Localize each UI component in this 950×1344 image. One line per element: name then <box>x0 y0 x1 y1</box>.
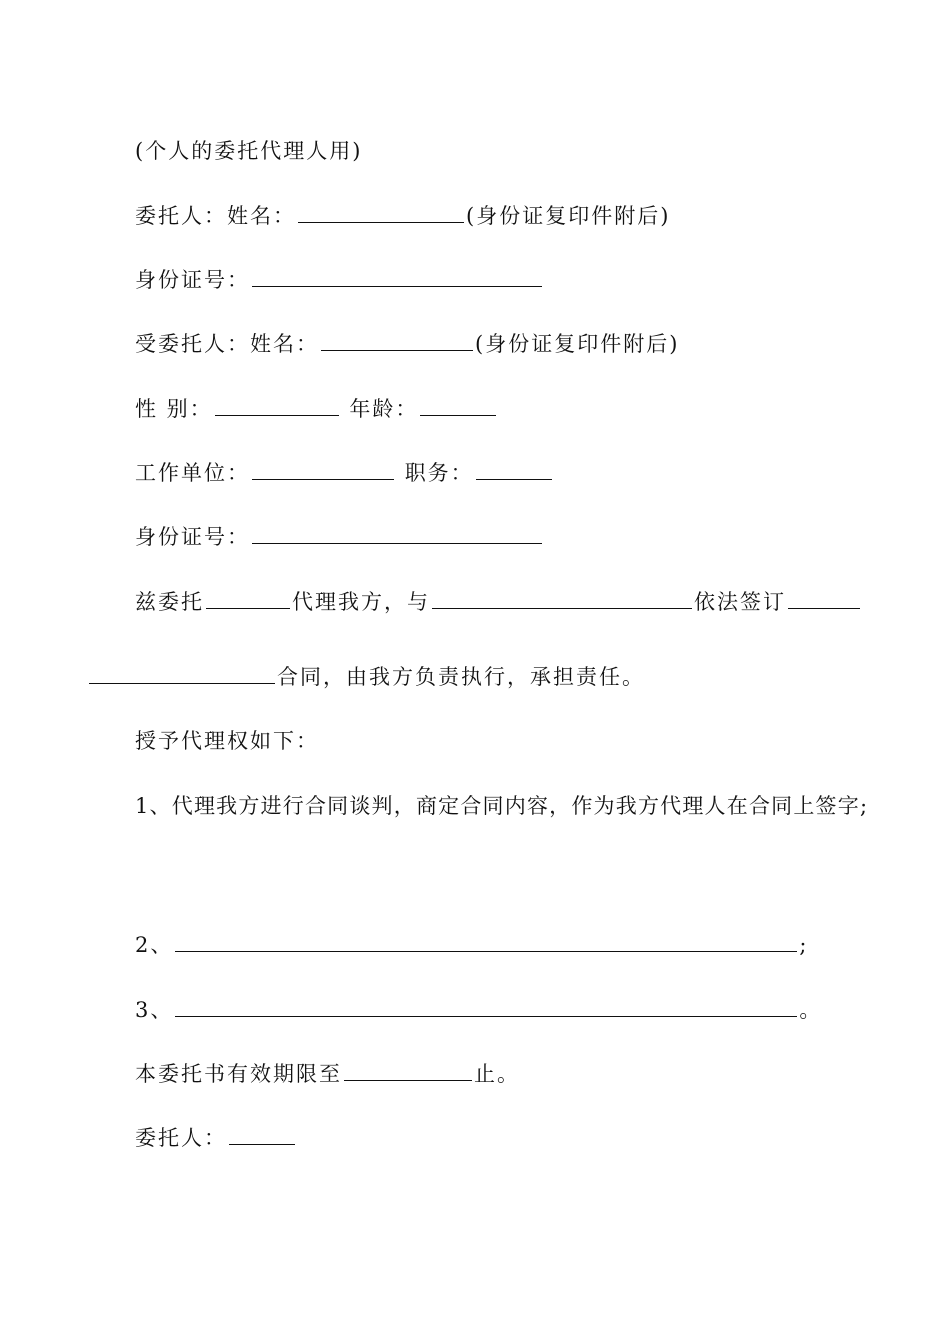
signature-field[interactable] <box>229 1124 295 1145</box>
power-item-3 <box>135 996 822 1024</box>
validity-row <box>135 1060 520 1088</box>
subtitle-text: (个人的委托代理人用) <box>135 139 363 163</box>
signature-label: 委托人： <box>135 1126 227 1150</box>
authorization-part4: 合同，由我方负责执行，承担责任。 <box>277 665 645 689</box>
validity-date-field[interactable] <box>344 1060 472 1081</box>
agent-id-field[interactable] <box>252 523 542 544</box>
authorization-part3: 依法签订 <box>694 590 786 614</box>
agent-id-note: (身份证复印件附后) <box>475 332 680 356</box>
validity-suffix: 止。 <box>474 1062 520 1086</box>
authorized-person-field[interactable] <box>206 588 290 609</box>
principal-name-label: 委托人：姓名： <box>135 204 296 228</box>
power-item-2-end: ; <box>799 933 809 957</box>
employer-label: 工作单位： <box>135 461 250 485</box>
age-field[interactable] <box>420 395 496 416</box>
authorization-line-2 <box>87 663 645 691</box>
authorization-line-1 <box>135 588 862 616</box>
agent-employer-row <box>135 459 554 487</box>
authorization-part2: 代理我方，与 <box>292 590 430 614</box>
agent-name-field[interactable] <box>321 330 473 351</box>
principal-id-label: 身份证号： <box>135 268 250 292</box>
age-label: 年龄： <box>349 397 419 421</box>
counterparty-field[interactable] <box>432 588 692 609</box>
agent-name-row <box>135 330 679 358</box>
contract-name-field-end[interactable] <box>89 663 275 684</box>
power-item-2-number: 2、 <box>135 933 174 957</box>
power-item-1-text: 1、代理我方进行合同谈判，商定合同内容，作为我方代理人在合同上签字; <box>135 794 869 818</box>
power-item-2-field[interactable] <box>175 931 797 952</box>
powers-heading-text: 授予代理权如下： <box>135 729 319 753</box>
authorization-part1: 兹委托 <box>135 590 204 614</box>
employer-field[interactable] <box>252 459 394 480</box>
document-subtitle <box>135 137 362 165</box>
gender-field[interactable] <box>215 395 339 416</box>
agent-gender-age-row <box>135 395 498 423</box>
power-item-3-number: 3、 <box>135 998 174 1022</box>
position-label: 职务： <box>404 461 474 485</box>
principal-name-field[interactable] <box>298 202 464 223</box>
signature-row <box>135 1124 297 1152</box>
power-item-3-end: 。 <box>799 998 823 1022</box>
powers-heading <box>135 727 319 755</box>
gender-label: 性 别： <box>135 397 213 421</box>
principal-id-row <box>135 266 544 294</box>
power-item-1 <box>135 792 868 820</box>
agent-name-label: 受委托人：姓名： <box>135 332 319 356</box>
validity-prefix: 本委托书有效期限至 <box>135 1062 342 1086</box>
agent-id-label: 身份证号： <box>135 525 250 549</box>
principal-id-note: (身份证复印件附后) <box>466 204 671 228</box>
agent-id-row <box>135 523 544 551</box>
position-field[interactable] <box>476 459 552 480</box>
principal-name-row <box>135 202 670 230</box>
power-item-2 <box>135 931 808 959</box>
principal-id-field[interactable] <box>252 266 542 287</box>
power-item-3-field[interactable] <box>175 996 797 1017</box>
contract-name-field-start[interactable] <box>788 588 860 609</box>
